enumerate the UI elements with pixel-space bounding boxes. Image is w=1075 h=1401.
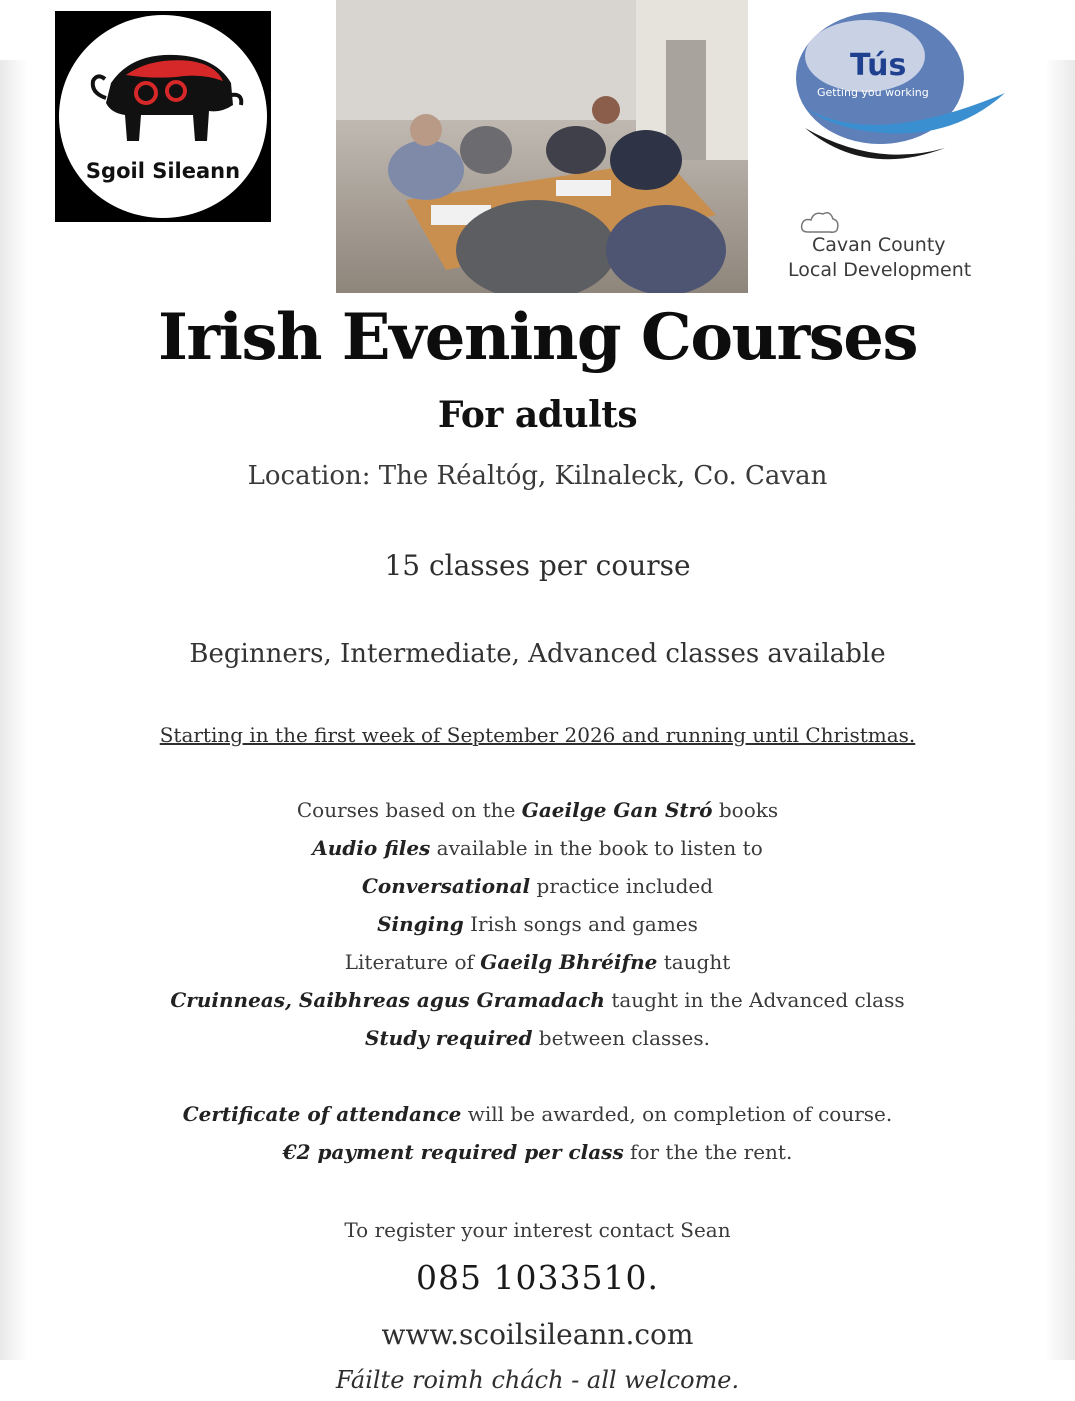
logo-disc (59, 15, 267, 218)
tus-name: Tús (850, 48, 907, 83)
page-subtitle: For adults (437, 394, 638, 436)
location-text: Location: The Réaltóg, Kilnaleck, Co. Cavan (247, 461, 828, 491)
feature-line: Courses based on the Gaeilge Gan Stró books (296, 798, 779, 822)
boar-icon (81, 43, 246, 153)
payment-note: €2 payment required per class for the the rent. (282, 1140, 793, 1164)
phone-number[interactable]: 085 1033510. (416, 1258, 659, 1297)
page-edge-right (1045, 60, 1075, 1360)
classroom-photo (336, 0, 748, 293)
website-link[interactable]: www.scoilsileann.com (381, 1318, 694, 1351)
tus-tagline: Getting you working (817, 86, 929, 99)
certificate-note: Certificate of attendance will be awarded, on completion of course. (182, 1102, 893, 1126)
cavan-logo (780, 208, 995, 288)
start-date-text: Starting in the first week of September 2026 and running until Christmas. (159, 723, 916, 747)
page-edge-left (0, 60, 28, 1360)
cavan-line-2: Local Development (788, 259, 972, 281)
page-title: Irish Evening Courses (157, 300, 918, 375)
feature-line: Singing Irish songs and games (377, 912, 698, 936)
photo-illustration (336, 0, 748, 293)
levels-text: Beginners, Intermediate, Advanced classes available (189, 639, 886, 669)
welcome-text: Fáilte roimh chách - all welcome. (335, 1366, 740, 1394)
feature-line: Conversational practice included (361, 874, 714, 898)
logo-brand-text: Sgoil Sileann (85, 159, 241, 183)
classes-text: 15 classes per course (384, 549, 691, 582)
feature-line: Cruinneas, Saibhreas agus Gramadach taught in the Advanced class (170, 988, 905, 1012)
feature-line: Study required between classes. (365, 1026, 710, 1050)
register-text: To register your interest contact Sean (344, 1218, 731, 1242)
tus-logo (795, 8, 1010, 178)
scoil-sileann-logo (55, 11, 271, 222)
cavan-line-1: Cavan County (812, 234, 946, 256)
feature-line: Literature of Gaeilg Bhréifne taught (344, 950, 731, 974)
feature-line: Audio files available in the book to listen to (312, 836, 763, 860)
